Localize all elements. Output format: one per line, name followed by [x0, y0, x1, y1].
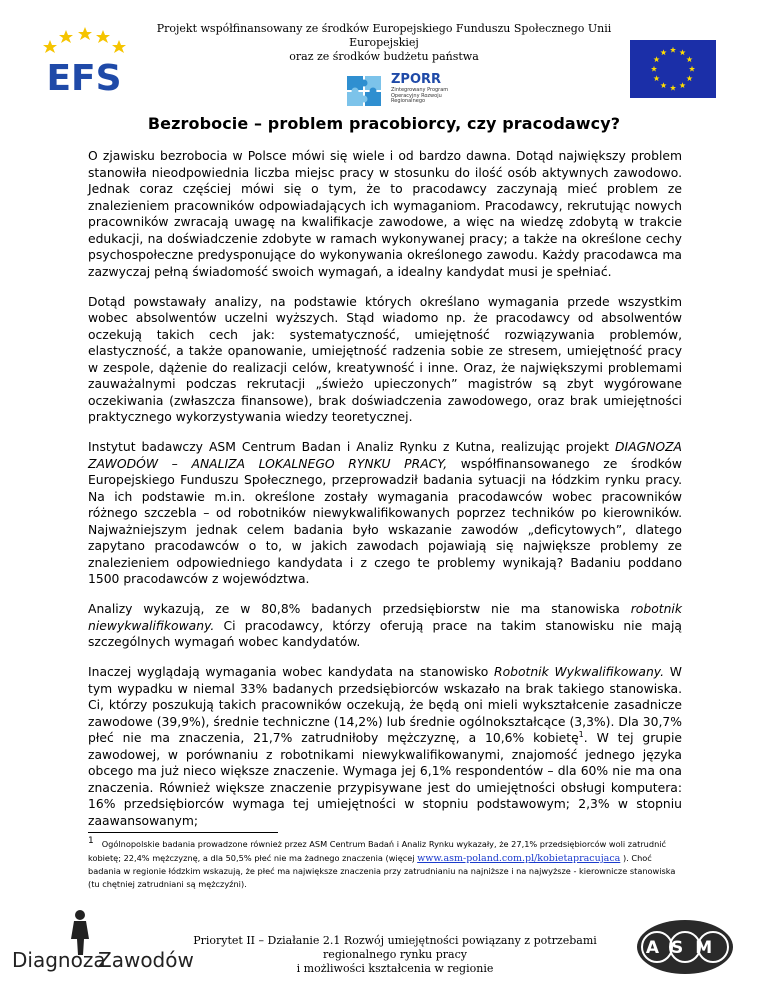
footnote: 1 Ogólnopolskie badania prowadzone również przez ASM Centrum Badań i Analiz Rynku wykazały, że 27,1% przedsiębiorców woli zatrudnić kobietę; 22,4% mężczyznę, a dla 50,5% płeć nie ma żadnego znaczenia (więcej www.asm-poland.com.pl/kobietapracujaca ). Choć badania w regionie łódzkim wskazują, że płeć ma największe znaczenia przy zatrudnianiu na najniższe i na najwyższe - kierownicze stanowiska (tu chętniej zatrudniani są mężczyźni).: [88, 836, 676, 889]
logo-left-text: Diagnoza: [12, 948, 106, 972]
paragraph-1: O zjawisku bezrobocia w Polsce mówi się wiele i od bardzo dawna. Dotąd największy problem stanowiła nieodpowiednia liczba miejsc pracy w stosunku do ilość osób aktywnych zawodowo. Jednak coraz częściej mówi się o tym, że to pracodawcy zaczynają mieć problem ze znalezieniem pracowników odpowiadających ich wymaganiom. Pracodawcy, rekrutując nowych pracowników zwracają uwagę na kwalifikacje zawodowe, a więc na wiedzę zdobytą w trakcie edukacji, na doświadczenie zdobyte w ramach wykonywanej pracy; a także na określone cechy psychospołeczne predysponujące do wykonywania określonego zawodu. Każdy pracodawca ma zazwyczaj pełną świadomość swoich wymagań, a idealny kandydat musi je spełniać.: [88, 149, 682, 279]
page-header: [0, 0, 768, 110]
header-line-2: oraz ze środków budżetu państwa: [289, 50, 479, 63]
article-title: Bezrobocie – problem pracobiorcy, czy pracodawcy?: [147, 114, 621, 133]
puzzle-icon: [343, 70, 387, 110]
footnote-separator: [88, 832, 278, 833]
footer-line-2: i możliwości kształcenia w regionie: [296, 962, 494, 975]
article-body: [88, 148, 682, 843]
cofinancing-note: [150, 22, 618, 64]
eu-flag-icon: [630, 40, 716, 98]
diagnoza-zawodow-logo: [10, 905, 194, 975]
paragraph-3: Instytut badawczy ASM Centrum Badan i Analiz Rynku z Kutna, realizując projekt DIAGNOZA ZAWODÓW – ANALIZA LOKALNEGO RYNKU PRACY, współfinansowanego ze środków Europejskiego Funduszu Społecznego, przeprowadził badania sytuacji na łódzkim rynku pracy. Na ich podstawie m.in. określone zostały wymagania pracodawców wobec pracowników różnego szczebla – od robotników niewykwalifikowanych poprzez techników po kierowników. Najważniejszym jednak celem badania było wskazanie zawodów „deficytowych”, dlatego zapytano pracodawców o to, w jakich zawodach pojawiają się największe problemy ze znalezieniem odpowiedniego kandydata i z czego te problemy wynikają? Badaniu poddano 1500 pracodawców z województwa.: [88, 440, 682, 586]
footer-priority: [170, 934, 620, 976]
footnote-ref[interactable]: 1: [578, 729, 584, 739]
zporr-logo: [343, 70, 473, 110]
header-line-1: Projekt współfinansowany ze środków Europejskiego Funduszu Społecznego Unii Europejskiej: [156, 22, 612, 49]
footnote-mark: 1: [88, 836, 94, 846]
footnote-link[interactable]: www.asm-poland.com.pl/kobietapracujaca: [417, 853, 621, 864]
asm-logo-text: ASM: [645, 938, 725, 958]
position-unskilled: robotnik niewykwalifikowany.: [88, 602, 682, 633]
project-name: DIAGNOZA ZAWODÓW – ANALIZA LOKALNEGO RYNKU PRACY,: [88, 440, 682, 471]
paragraph-5: Inaczej wyglądają wymagania wobec kandydata na stanowisko Robotnik Wykwalifikowany. W tym wypadku w niemal 33% badanych przedsiębiorców wskazało na brak takiego stanowiska. Ci, którzy poszukują takich pracowników oczekują, że będą oni mieli wykształcenie zasadnicze zawodowe (39,9%), średnie techniczne (14,2%) lub średnie ogólnokształcące (3,3%). Dla 30,7% płeć nie ma znaczenia, 21,7% zatrudniłoby mężczyznę, a 10,6% kobietę$^1$. W tej grupie zawodowej, w porównaniu z robotnikami niewykwalifikowanymi, znajomość jednego języka obcego ma już nieco większe znaczenie. Wymaga jej 6,1% respondentów – dla 60% nie ma ona znaczenia. Również większe znaczenie przypisywane jest do umiejętności obsługi komputera: 16% przedsiębiorców wymaga tej umiejętności w stopniu podstawowym; 2,3% w stopniu zaawansowanym;: [88, 665, 682, 828]
efs-logo-text: EFS: [46, 58, 122, 99]
position-skilled: Robotnik Wykwalifikowany.: [494, 665, 665, 679]
paragraph-2: Dotąd powstawały analizy, na podstawie których określano wymagania przede wszystkim wobec absolwentów uczelni wyższych. Stąd wiadomo np. że pracodawcy od absolwentów oczekują takich cech jak: systematyczność, umiejętność rozwiązywania problemów, elastyczność, a także opanowanie, umiejętność radzenia sobie ze stresem, umiejętność pracy w zespole, dążenie do realizacji celów, kreatywność i inne. Oraz, że największymi problemami zauważalnymi podczas rekrutacji „świeżo upieczonych” magistrów są zbyt wygórowane oczekiwania (zwłaszcza finansowe), brak doświadczenia zawodowego, oraz brak umiejętności praktycznego wykorzystywania wiedzy teoretycznej.: [88, 294, 682, 424]
zporr-title: ZPORR: [391, 72, 442, 87]
logo-right-text: Zawodów: [98, 948, 194, 972]
zporr-subtitle: Zintegrowany Program Operacyjny Rozwoju Regionalnego: [391, 87, 449, 104]
asm-logo: [632, 916, 738, 978]
paragraph-4: Analizy wykazują, ze w 80,8% badanych przedsiębiorstw nie ma stanowiska robotnik niewykwalifikowany. Ci pracodawcy, którzy oferują prace na takim stanowisku nie mają szczególnych wymagań wobec kandydatów.: [88, 602, 682, 649]
efs-logo: [30, 26, 140, 99]
footer-line-1: Priorytet II – Działanie 2.1 Rozwój umiejętności powiązany z potrzebami regionalnego rynku pracy: [193, 934, 597, 961]
